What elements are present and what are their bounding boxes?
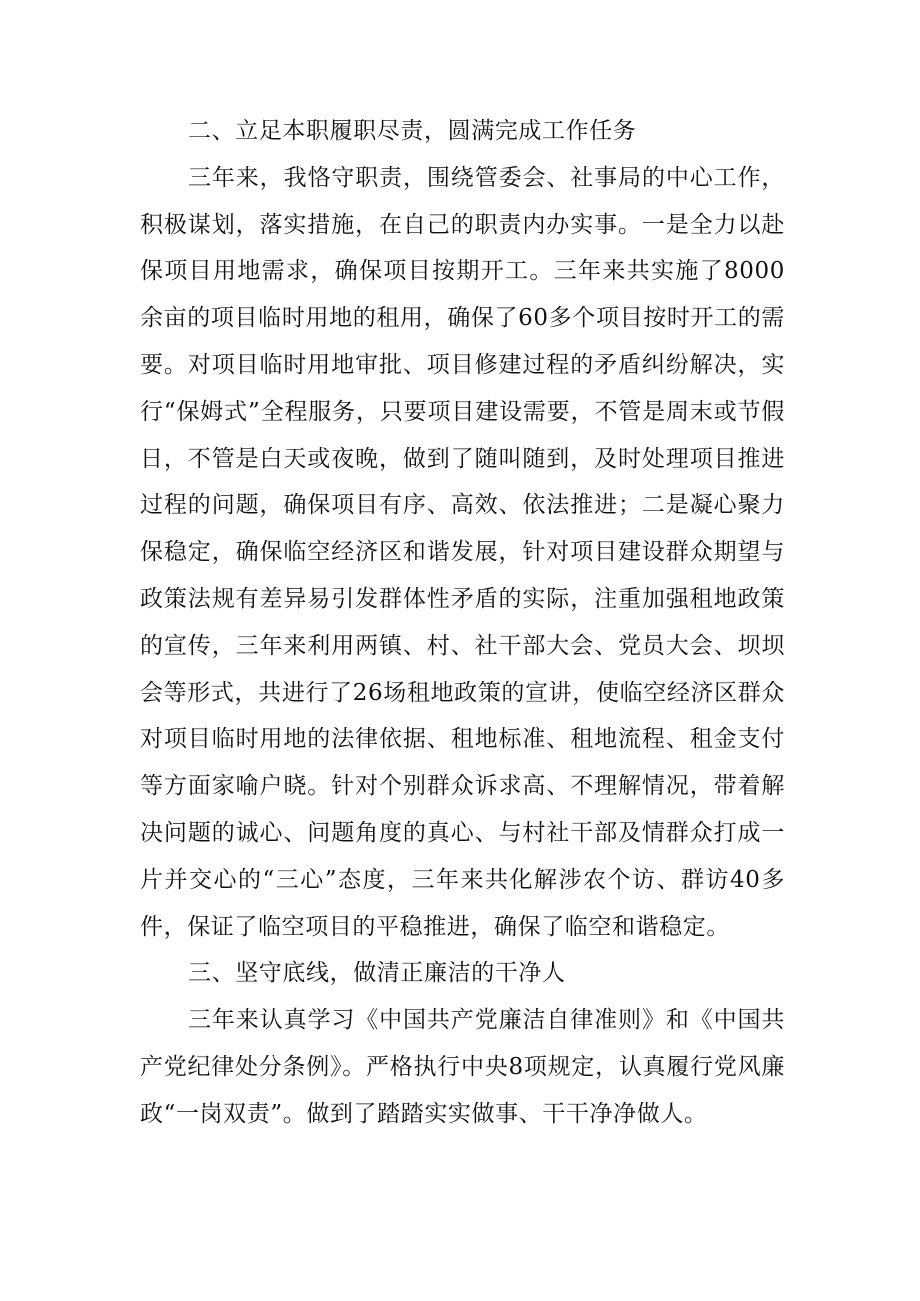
section-2-heading: 二、立足本职履职尽责，圆满完成工作任务 bbox=[188, 118, 637, 144]
document-body bbox=[140, 108, 785, 1138]
section-2-paragraph: 三年来，我恪守职责，围绕管委会、社事局的中心工作，积极谋划，落实措施，在自己的职责内办实事。一是全力以赴保项目用地需求，确保项目按期开工。三年来共实施了8000余亩的项目临时用地的租用，确保了60多个项目按时开工的需要。对项目临时用地审批、项目修建过程的矛盾纠纷解决，实行“保姆式”全程服务，只要项目建设需要，不管是周末或节假日，不管是白天或夜晚，做到了随叫随到，及时处理项目推进过程的问题，确保项目有序、高效、依法推进；二是凝心聚力保稳定，确保临空经济区和谐发展，针对项目建设群众期望与政策法规有差异易引发群体性矛盾的实际，注重加强租地政策的宣传，三年来利用两镇、村、社干部大会、党员大会、坝坝会等形式，共进行了26场租地政策的宣讲，使临空经济区群众对项目临时用地的法律依据、租地标准、租地流程、租金支付等方面家喻户晓。针对个别群众诉求高、不理解情况，带着解决问题的诚心、问题角度的真心、与村社干部及情群众打成一片并交心的“三心”态度，三年来共化解涉农个访、群访40多件，保证了临空项目的平稳推进，确保了临空和谐稳定。 bbox=[140, 164, 785, 940]
section-3-heading: 三、坚守底线，做清正廉洁的干净人 bbox=[188, 960, 566, 987]
section-3-paragraph: 三年来认真学习《中国共产党廉洁自律准则》和《中国共产党纪律处分条例》。严格执行中央8项规定，认真履行党风廉政“一岗双责”。做到了踏踏实实做事、干干净净做人。 bbox=[140, 1007, 785, 1127]
